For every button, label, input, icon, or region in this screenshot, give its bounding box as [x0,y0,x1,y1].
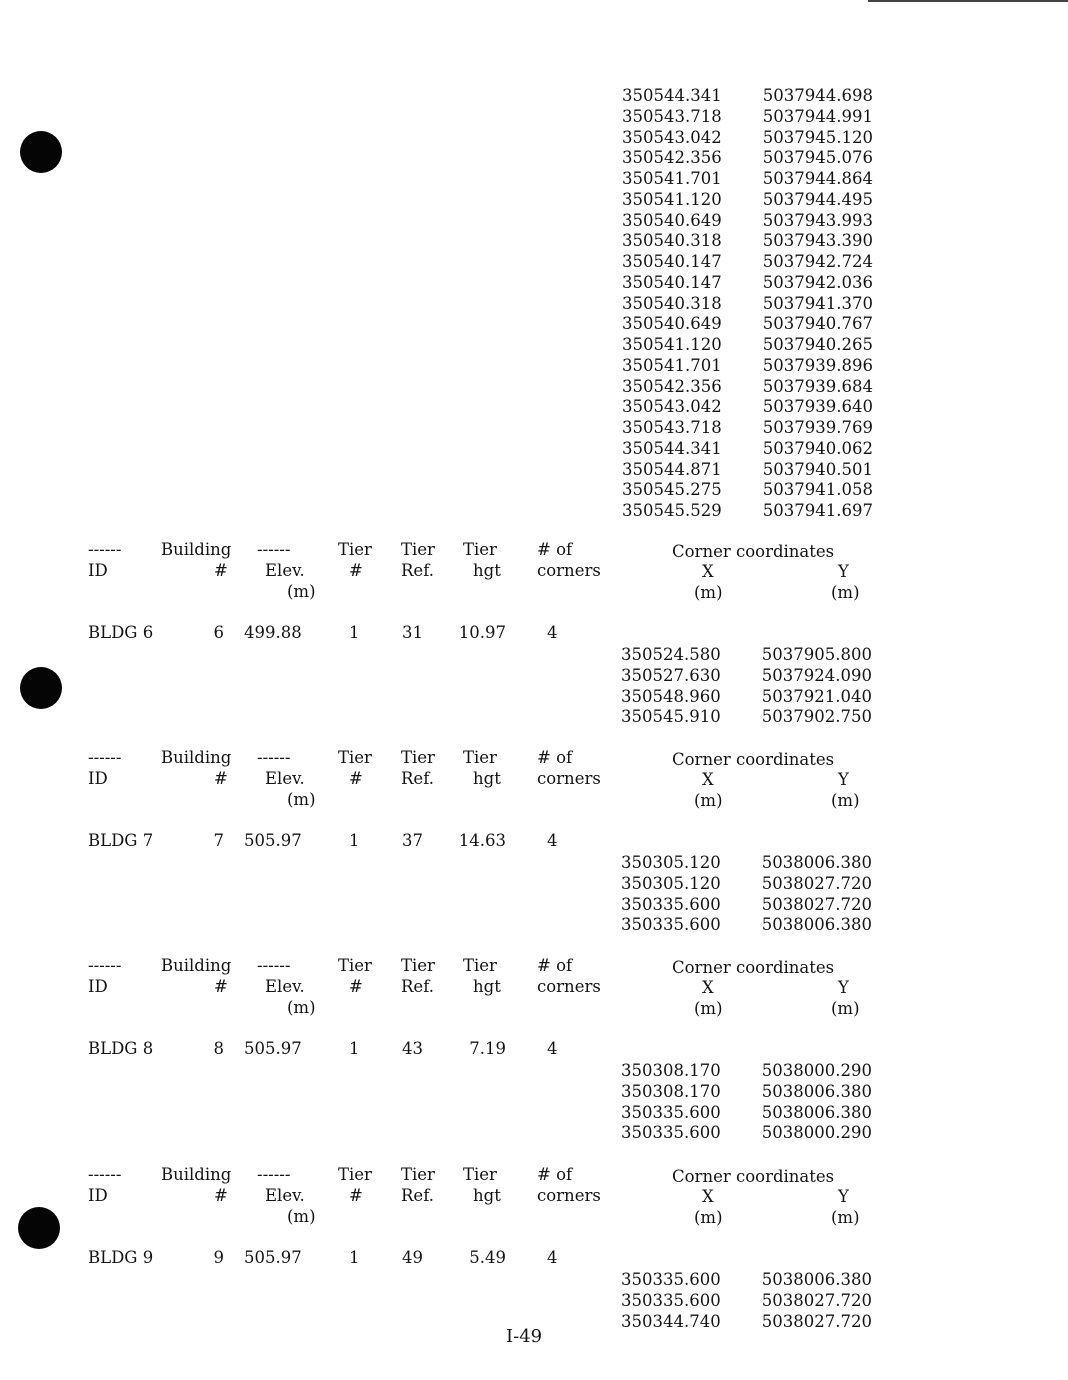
header-elev: Elev. [265,561,305,580]
coordinate-y: 5038006.380 [761,853,872,872]
coordinate-x: 350305.120 [621,853,721,872]
header-elev: Elev. [265,977,305,996]
coordinate-x: 350543.042 [622,397,722,417]
header-tier-number: # [349,1186,363,1205]
header-tier: Tier [401,540,435,559]
header-num-of: # of [537,540,573,559]
coordinate-x: 350540.649 [622,210,722,230]
header-building: Building [161,1165,232,1184]
header-hgt: hgt [473,561,501,580]
coordinate-y: 5038000.290 [761,1061,872,1080]
tier-ref: 43 [402,1039,423,1058]
header-tier: Tier [338,956,372,975]
coordinate-y: 5037944.864 [762,169,873,188]
coordinate-y: 5037944.698 [762,86,873,105]
coordinate-y: 5037940.265 [762,335,873,354]
coordinate-y: 5037924.090 [761,665,872,685]
header-tier: Tier [338,748,372,767]
header-number: # [214,561,228,580]
header-tier-number: # [349,977,363,996]
coordinate-x: 350305.120 [621,873,721,893]
coordinate-y: 5038027.720 [761,873,872,893]
header-y: Y [838,562,849,581]
tier-hgt: 7.19 [469,1039,506,1058]
header-tier: Tier [401,1165,435,1184]
building-number: 7 [213,831,224,850]
coordinate-x: 350541.120 [622,335,722,354]
header-ref: Ref. [401,1186,434,1205]
tier-hgt: 5.49 [469,1248,506,1267]
header-y-unit: (m) [831,791,860,810]
header-elev: Elev. [265,769,305,788]
coordinate-x: 350542.356 [622,148,722,168]
header-number: # [214,977,228,996]
coordinate-x: 350527.630 [621,665,721,685]
coordinate-y: 5037905.800 [761,645,872,664]
coordinate-x: 350544.341 [622,86,722,105]
coordinate-y: 5038006.380 [761,915,872,935]
header-corner-coordinates: Corner coordinates [672,1167,835,1186]
coordinate-y: 5038006.380 [761,1081,872,1101]
coordinate-y: 5037940.767 [762,314,873,334]
top-edge-rule [868,0,1068,2]
coordinate-x: 350335.600 [621,1102,721,1122]
header-tier: Tier [463,956,497,975]
header-tier: Tier [401,748,435,767]
header-tier: Tier [401,956,435,975]
coordinate-x: 350548.960 [621,686,721,706]
corner-count: 4 [547,831,558,850]
coordinate-x: 350335.600 [621,1270,721,1289]
header-y-unit: (m) [831,999,860,1018]
coordinate-y: 5037940.062 [762,438,873,458]
punch-hole-icon [18,1207,60,1249]
tier-number: 1 [349,1039,360,1058]
header-dashes-right: ------ [257,748,291,767]
coordinate-x: 350544.871 [622,459,722,479]
tier-ref: 31 [402,623,423,642]
header-x-unit: (m) [694,1208,723,1227]
header-dashes-right: ------ [257,1165,291,1184]
header-dashes-left: ------ [88,748,122,767]
coordinate-y: 5038006.380 [761,1102,872,1122]
header-x-unit: (m) [694,999,723,1018]
coordinate-x: 350335.600 [621,1290,721,1310]
coordinate-y: 5037902.750 [761,707,872,727]
coordinate-x: 350543.042 [622,127,722,147]
header-num-of: # of [537,1165,573,1184]
header-corner-coordinates: Corner coordinates [672,542,835,561]
punch-hole-icon [20,131,62,173]
header-tier-number: # [349,769,363,788]
header-corners: corners [537,769,601,788]
header-elev-unit: (m) [287,582,316,601]
header-x: X [702,1187,714,1206]
coordinate-x: 350335.600 [621,1123,721,1143]
building-number: 8 [213,1039,224,1058]
header-y-unit: (m) [831,583,860,602]
coordinate-y: 5037939.640 [762,397,873,417]
header-tier: Tier [463,540,497,559]
header-num-of: # of [537,748,573,767]
header-elev: Elev. [265,1186,305,1205]
header-dashes-left: ------ [88,956,122,975]
header-elev-unit: (m) [287,790,316,809]
header-number: # [214,769,228,788]
header-y-unit: (m) [831,1208,860,1227]
header-elev-unit: (m) [287,998,316,1017]
tier-number: 1 [349,1248,360,1267]
coordinate-x: 350540.318 [622,231,722,251]
coordinate-x: 350545.910 [621,707,721,727]
header-corners: corners [537,977,601,996]
header-y: Y [838,978,849,997]
building-number: 9 [213,1248,224,1267]
header-corner-coordinates: Corner coordinates [672,958,835,977]
header-id: ID [88,1186,108,1205]
building-id: BLDG 6 [88,623,154,642]
header-building: Building [161,748,232,767]
coordinate-x: 350545.529 [622,501,722,520]
header-id: ID [88,561,108,580]
coordinate-y: 5037939.684 [762,376,873,396]
header-x: X [702,770,714,789]
building-number: 6 [213,623,224,642]
coordinate-y: 5037940.501 [762,459,873,479]
header-ref: Ref. [401,561,434,580]
coordinate-y: 5037945.120 [762,127,873,147]
header-number: # [214,1186,228,1205]
coordinate-y: 5037941.697 [762,501,873,520]
header-tier: Tier [463,748,497,767]
tier-number: 1 [349,623,360,642]
corner-count: 4 [547,623,558,642]
coordinate-y: 5037939.769 [762,418,873,437]
coordinate-y: 5037943.390 [762,231,873,251]
tier-ref: 37 [402,831,423,850]
header-x: X [702,978,714,997]
corner-count: 4 [547,1039,558,1058]
header-corner-coordinates: Corner coordinates [672,750,835,769]
header-dashes-left: ------ [88,1165,122,1184]
building-id: BLDG 8 [88,1039,154,1058]
header-tier: Tier [338,540,372,559]
coordinate-y: 5038006.380 [761,1270,872,1289]
coordinate-y: 5037942.036 [762,272,873,292]
building-elev: 505.97 [244,1248,302,1267]
coordinate-y: 5038027.720 [761,894,872,914]
header-corners: corners [537,561,601,580]
coordinate-x: 350542.356 [622,376,722,396]
building-elev: 499.88 [244,623,302,642]
coordinate-x: 350541.120 [622,189,722,209]
header-building: Building [161,540,232,559]
header-hgt: hgt [473,769,501,788]
coordinate-y: 5038000.290 [761,1123,872,1143]
header-tier-number: # [349,561,363,580]
coordinate-x: 350540.649 [622,314,722,334]
building-id: BLDG 7 [88,831,154,850]
building-id: BLDG 9 [88,1248,154,1267]
tier-ref: 49 [402,1248,423,1267]
coordinate-x: 350540.147 [622,252,722,271]
coordinate-x: 350540.318 [622,293,722,313]
coordinate-y: 5037944.495 [762,189,873,209]
coordinate-x: 350335.600 [621,894,721,914]
header-x-unit: (m) [694,791,723,810]
building-elev: 505.97 [244,831,302,850]
header-dashes-left: ------ [88,540,122,559]
coordinate-y: 5037939.896 [762,355,873,375]
header-dashes-right: ------ [257,540,291,559]
coordinate-x: 350545.275 [622,480,722,500]
header-id: ID [88,769,108,788]
coordinate-x: 350543.718 [622,418,722,437]
coordinate-x: 350344.740 [621,1311,721,1331]
coordinate-x: 350541.701 [622,169,722,188]
coordinate-y: 5037945.076 [762,148,873,168]
coordinate-x: 350308.170 [621,1061,721,1080]
header-hgt: hgt [473,1186,501,1205]
header-ref: Ref. [401,977,434,996]
header-tier: Tier [463,1165,497,1184]
tier-hgt: 14.63 [458,831,506,850]
tier-hgt: 10.97 [458,623,506,642]
tier-number: 1 [349,831,360,850]
coordinate-y: 5037941.058 [762,480,873,500]
coordinate-x: 350540.147 [622,272,722,292]
header-num-of: # of [537,956,573,975]
coordinate-x: 350541.701 [622,355,722,375]
coordinate-y: 5037944.991 [762,106,873,126]
header-id: ID [88,977,108,996]
coordinate-x: 350544.341 [622,438,722,458]
coordinate-x: 350524.580 [621,645,721,664]
coordinate-x: 350308.170 [621,1081,721,1101]
header-tier: Tier [338,1165,372,1184]
punch-hole-icon [20,667,62,709]
header-elev-unit: (m) [287,1207,316,1226]
page-number: I-49 [506,1326,543,1347]
header-x: X [702,562,714,581]
coordinate-x: 350543.718 [622,106,722,126]
coordinate-x: 350335.600 [621,915,721,935]
header-hgt: hgt [473,977,501,996]
header-x-unit: (m) [694,583,723,602]
corner-count: 4 [547,1248,558,1267]
coordinate-y: 5038027.720 [761,1311,872,1331]
header-dashes-right: ------ [257,956,291,975]
coordinate-y: 5037941.370 [762,293,873,313]
header-corners: corners [537,1186,601,1205]
header-building: Building [161,956,232,975]
coordinate-y: 5038027.720 [761,1290,872,1310]
header-y: Y [838,1187,849,1206]
header-y: Y [838,770,849,789]
coordinate-y: 5037943.993 [762,210,873,230]
building-elev: 505.97 [244,1039,302,1058]
header-ref: Ref. [401,769,434,788]
coordinate-y: 5037921.040 [761,686,872,706]
coordinate-y: 5037942.724 [762,252,873,271]
